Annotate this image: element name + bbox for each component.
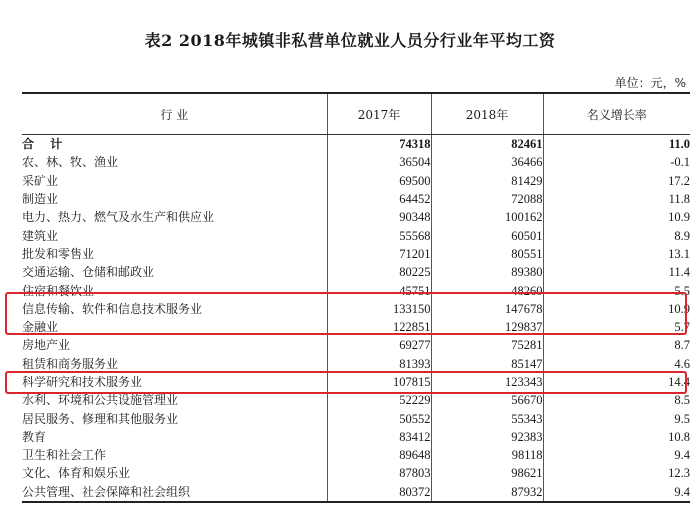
wage-2018-cell: 98621 <box>431 464 543 482</box>
growth-rate-cell: 11.8 <box>543 190 690 208</box>
wage-2018-cell: 55343 <box>431 409 543 427</box>
industry-cell: 卫生和社会工作 <box>22 448 107 463</box>
growth-rate-cell: 8.7 <box>543 336 690 354</box>
unit-note: 单位：元，% <box>614 76 686 90</box>
industry-cell: 信息传输、软件和信息技术服务业 <box>22 301 203 316</box>
industry-cell: 交通运输、仓储和邮政业 <box>22 265 155 280</box>
growth-rate-cell: 8.9 <box>543 226 690 244</box>
wage-2017-cell: 74318 <box>327 135 431 154</box>
table-row <box>22 483 690 502</box>
header-row <box>22 93 690 135</box>
growth-rate-cell: 9.4 <box>543 446 690 464</box>
table-row <box>22 263 690 281</box>
industry-cell: 金融业 <box>22 320 59 335</box>
wage-2017-cell: 83412 <box>327 428 431 446</box>
wage-2018-cell: 81429 <box>431 172 543 190</box>
wage-2017-cell: 52229 <box>327 391 431 409</box>
industry-cell: 居民服务、修理和其他服务业 <box>22 411 179 426</box>
table-row <box>22 281 690 299</box>
table-row <box>22 409 690 427</box>
wage-2017-cell: 81393 <box>327 355 431 373</box>
header-growth: 名义增长率 <box>543 93 690 135</box>
table-row <box>22 300 690 318</box>
table-row <box>22 208 690 226</box>
wage-2018-cell: 75281 <box>431 336 543 354</box>
wage-2017-cell: 64452 <box>327 190 431 208</box>
growth-rate-cell: 5.5 <box>543 281 690 299</box>
growth-rate-cell: 11.4 <box>543 263 690 281</box>
wage-table <box>22 92 690 503</box>
industry-cell: 农、林、牧、渔业 <box>22 155 119 170</box>
wage-2018-cell: 92383 <box>431 428 543 446</box>
wage-2018-cell: 147678 <box>431 300 543 318</box>
wage-2018-cell: 85147 <box>431 355 543 373</box>
wage-2018-cell: 98118 <box>431 446 543 464</box>
industry-cell: 公共管理、社会保障和社会组织 <box>22 484 191 499</box>
wage-2017-cell: 107815 <box>327 373 431 391</box>
growth-rate-cell: -0.1 <box>543 153 690 171</box>
wage-2017-cell: 45751 <box>327 281 431 299</box>
table-row <box>22 172 690 190</box>
growth-rate-cell: 17.2 <box>543 172 690 190</box>
growth-rate-cell: 8.5 <box>543 391 690 409</box>
wage-2018-cell: 89380 <box>431 263 543 281</box>
table-row <box>22 226 690 244</box>
wage-2018-cell: 36466 <box>431 153 543 171</box>
industry-cell: 建筑业 <box>22 228 59 243</box>
wage-2018-cell: 60501 <box>431 226 543 244</box>
table-row <box>22 446 690 464</box>
growth-rate-cell: 13.1 <box>543 245 690 263</box>
industry-cell: 水利、环境和公共设施管理业 <box>22 393 179 408</box>
wage-2017-cell: 80225 <box>327 263 431 281</box>
growth-rate-cell: 4.6 <box>543 355 690 373</box>
table-row <box>22 355 690 373</box>
growth-rate-cell: 9.4 <box>543 483 690 502</box>
growth-rate-cell: 11.0 <box>543 135 690 154</box>
table-row <box>22 153 690 171</box>
industry-cell: 文化、体育和娱乐业 <box>22 466 131 481</box>
header-industry: 行 业 <box>22 93 327 135</box>
wage-2017-cell: 90348 <box>327 208 431 226</box>
growth-rate-cell: 10.8 <box>543 428 690 446</box>
industry-cell: 批发和零售业 <box>22 246 95 261</box>
wage-2018-cell: 129837 <box>431 318 543 336</box>
industry-cell: 租赁和商务服务业 <box>22 356 119 371</box>
table-row <box>22 135 690 154</box>
wage-2017-cell: 80372 <box>327 483 431 502</box>
table-row <box>22 428 690 446</box>
industry-cell: 住宿和餐饮业 <box>22 283 95 298</box>
wage-2017-cell: 69277 <box>327 336 431 354</box>
industry-cell: 电力、热力、燃气及水生产和供应业 <box>22 210 215 225</box>
growth-rate-cell: 14.4 <box>543 373 690 391</box>
wage-2017-cell: 122851 <box>327 318 431 336</box>
wage-2018-cell: 123343 <box>431 373 543 391</box>
wage-2017-cell: 36504 <box>327 153 431 171</box>
wage-2018-cell: 56670 <box>431 391 543 409</box>
wage-2018-cell: 100162 <box>431 208 543 226</box>
growth-rate-cell: 10.9 <box>543 208 690 226</box>
table-row <box>22 464 690 482</box>
header-2017: 2017年 <box>327 93 431 135</box>
wage-2018-cell: 48260 <box>431 281 543 299</box>
industry-cell: 科学研究和技术服务业 <box>22 375 143 389</box>
wage-2018-cell: 72088 <box>431 190 543 208</box>
wage-2017-cell: 133150 <box>327 300 431 318</box>
table-title: 表2 2018年城镇非私营单位就业人员分行业年平均工资 <box>144 31 556 50</box>
growth-rate-cell: 10.9 <box>543 300 690 318</box>
table-body <box>22 135 690 502</box>
wage-2017-cell: 69500 <box>327 172 431 190</box>
wage-2017-cell: 89648 <box>327 446 431 464</box>
table-row <box>22 245 690 263</box>
industry-cell: 采矿业 <box>22 173 59 188</box>
wage-2018-cell: 82461 <box>431 135 543 154</box>
wage-2017-cell: 71201 <box>327 245 431 263</box>
table-row <box>22 391 690 409</box>
table-row <box>22 190 690 208</box>
table-row <box>22 336 690 354</box>
industry-cell: 制造业 <box>22 192 59 207</box>
table-row <box>22 318 690 336</box>
wage-2017-cell: 55568 <box>327 226 431 244</box>
table-row <box>22 373 690 391</box>
wage-2018-cell: 87932 <box>431 483 543 502</box>
growth-rate-cell: 9.5 <box>543 409 690 427</box>
industry-cell: 房地产业 <box>22 338 71 353</box>
wage-2018-cell: 80551 <box>431 245 543 263</box>
industry-cell: 合 计 <box>22 137 69 152</box>
growth-rate-cell: 12.3 <box>543 464 690 482</box>
industry-cell: 教育 <box>22 429 47 444</box>
header-2018: 2018年 <box>431 93 543 135</box>
growth-rate-cell: 5.7 <box>543 318 690 336</box>
wage-2017-cell: 50552 <box>327 409 431 427</box>
wage-2017-cell: 87803 <box>327 464 431 482</box>
